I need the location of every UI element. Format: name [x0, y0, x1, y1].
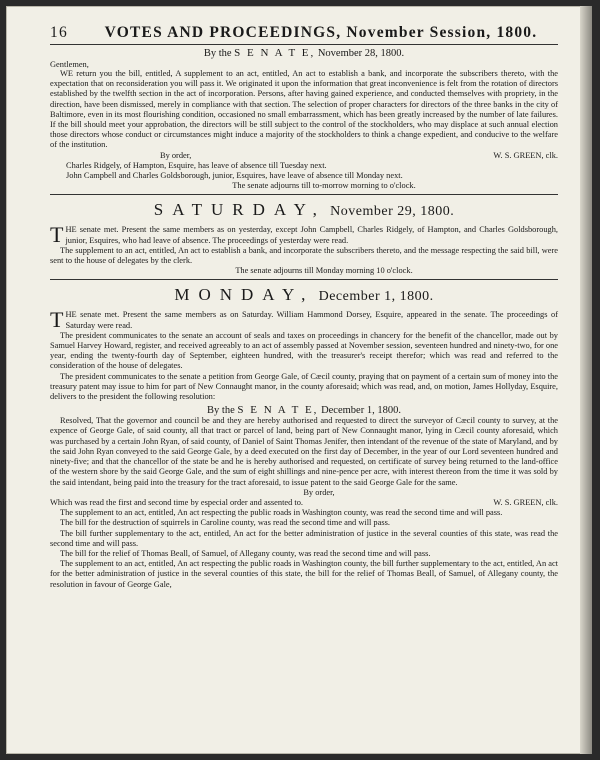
closing-paragraph: The bill for the relief of Thomas Beall, of Samuel, of Allegany county, was read the second time and will pass.: [60, 548, 431, 558]
day-name: MONDAY,: [174, 285, 315, 305]
resolved-label: Resolved,: [60, 416, 94, 426]
page-content: [50, 24, 558, 590]
section-rule: [50, 194, 558, 195]
saturday-opening-text: HE senate met. Present the same members as on yesterday, except John Campbell, Charles Ridgely, of Hampton, and Charles Goldsborough, junior, Esquires, who had leave of absence. The proceedings of yesterday were read.: [65, 225, 558, 245]
saturday-paragraph: The supplement to an act, entitled, An act to establish a bank, and incorporate the subscribers thereto, and the message respecting the said bill, were sent to the house of delegates by the clerk.: [50, 245, 558, 266]
adjournment-notice: The senate adjourns till to-morrow morning to o'clock.: [232, 181, 416, 191]
resolution-body: [50, 416, 558, 487]
clerk-signature: W. S. GREEN, clk.: [493, 150, 558, 160]
saturday-adjournment: The senate adjourns till Monday morning 10 o'clock.: [235, 266, 413, 276]
closing-paragraph: The supplement to an act, entitled, An act respecting the public roads in Washington county, the bill further supplementary to the act, entitled, An act for the better administration of justice in the several counties of this state, the bill for the relief of Thomas Beall, of Samuel, of Allegany county, the resolution in favour of George Gale,: [50, 559, 558, 589]
senate-letter-body: WE return you the bill, entitled, A supplement to an act, entitled, An act to establish a bank, and incorporate the subscribers thereto, with the expectation that on reconsideration you will pass it. We originated it upon the information that great inconvenience is felt from the rotation of directors established by the twelfth section in the act of incorporation. Persons, after having gained experience, and conducted themselves with propriety, in the direction, have been dismissed, merely in compliance with that section. The selection of proper characters for directors of the three banks in the city of Baltimore, even in its most flourishing condition, occasioned no small embarrassment, which has been greatly increased by the number of late failures. If the bill should meet your approbation, the directors will be still subject to the control of the stockholders, who may displace at such annual election those directors whose conduct or circumstances might induce a majority of the stockholders to think a change expedient, and conducive to the welfare of the institution.: [50, 69, 558, 150]
senate-resolution-heading: [50, 404, 558, 416]
day-date: November 29, 1800.: [330, 204, 455, 220]
section-rule: [50, 279, 558, 280]
saturday-opening: [50, 222, 558, 248]
monday-heading: [50, 285, 558, 305]
saturday-heading: [50, 200, 558, 220]
closing-paragraph: The bill further supplementary to the act, entitled, An act for the better administration of justice in the several counties of this state, was read the second time and will pass.: [50, 528, 558, 548]
by-order-label: By order,: [160, 150, 192, 160]
senate-label: S E N A T E,: [234, 47, 316, 59]
resolution-date: December 1, 1800.: [321, 405, 401, 417]
document-page: [6, 6, 592, 754]
by-the-label: By the: [203, 48, 232, 59]
running-head: [50, 24, 558, 45]
day-date: December 1, 1800.: [318, 289, 434, 305]
salutation: Gentlemen,: [50, 60, 89, 69]
drop-cap: T: [50, 222, 64, 248]
day-name: SATURDAY,: [153, 200, 326, 220]
closing-paragraph: The bill for the destruction of squirrels in Caroline county, was read the second time and will pass.: [60, 518, 390, 528]
drop-cap: T: [50, 307, 64, 333]
page-number: 16: [50, 24, 68, 41]
clerk-signature: W. S. GREEN, clk.: [493, 497, 558, 507]
monday-paragraph: The president communicates to the senate a petition from George Gale, of Cæcil county, praying that on payment of a certain sum of money into the treasury patent may issue to him for part of New Connaught manor, in the county aforesaid; which was read, and, on motion, James Hollyday, Esquire, delivers to the president the following resolution:: [50, 371, 558, 402]
closing-paragraph: The supplement to an act, entitled, An act respecting the public roads in Washington county, was read the second time and will pass.: [60, 508, 503, 518]
monday-opening: [50, 307, 558, 333]
closing-paragraph: Which was read the first and second time by especial order and assented to.: [50, 497, 304, 507]
by-the-label: By the: [207, 405, 235, 417]
book-spine-shadow: [580, 6, 592, 754]
resolution-by-order: [50, 488, 558, 498]
senate-letter-heading: [50, 47, 558, 59]
leave-of-absence-2: John Campbell and Charles Goldsborough, junior, Esquires, have leave of absence till Monday next.: [66, 171, 403, 181]
monday-opening-text: HE senate met. Present the same members as on Saturday. William Hammond Dorsey, Esquire, appeared in the senate. The proceedings of Saturday were read.: [65, 310, 558, 330]
resolution-signature-row: [50, 498, 558, 508]
senate-label: S E N A T E,: [237, 404, 319, 417]
resolution-text: That the governor and council be and they are hereby authorised and requested to direct the surveyor of Cæcil county to survey, at the expence of George Gale, of said county, all that tract or parcel of land, being part of New Connaught manor, lying in Cæcil county aforesaid, which was purchased by a certain John Ryan, of said county, of Daniel of Saint Thomas Jenifer, then intendant of the revenue of the state of Maryland, and by the said John Ryan conveyed to the said George Gale, by a deed executed on the first day of December, in the year of our Lord seventeen hundred and ninety-five; and that the chancellor of the state be and he is hereby authorised and requested, on certificate of survey being returned to the land-office of the western shore by the said George Gale, and the sum of eight shillings and nine-pence per acre, with interest thereon from the time it was sold by the said intendant, being paid into the treasury for the tract aforesaid, to issue patent to the said George Gale for the same.: [50, 416, 558, 487]
running-title: VOTES AND PROCEEDINGS, November Session, 1800.: [104, 24, 538, 41]
by-order-label: By order,: [303, 487, 335, 497]
letter-date: November 28, 1800.: [317, 48, 405, 59]
letter-signature-row: [50, 151, 558, 161]
monday-paragraph: The president communicates to the senate an account of seals and taxes on proceedings in chancery for the benefit of the chancellor, made out by Samuel Harvey Howard, register, and received agreeably to an act of assembly passed at November session, seventeen hundred and ninety-two, for one year, ending the twenty-fourth day of September, eighteen hundred, with the treasurer's receipt therefor; which was read and referred to the consideration of the house of delegates.: [50, 330, 558, 371]
leave-of-absence-1: Charles Ridgely, of Hampton, Esquire, has leave of absence till Tuesday next.: [66, 160, 327, 170]
